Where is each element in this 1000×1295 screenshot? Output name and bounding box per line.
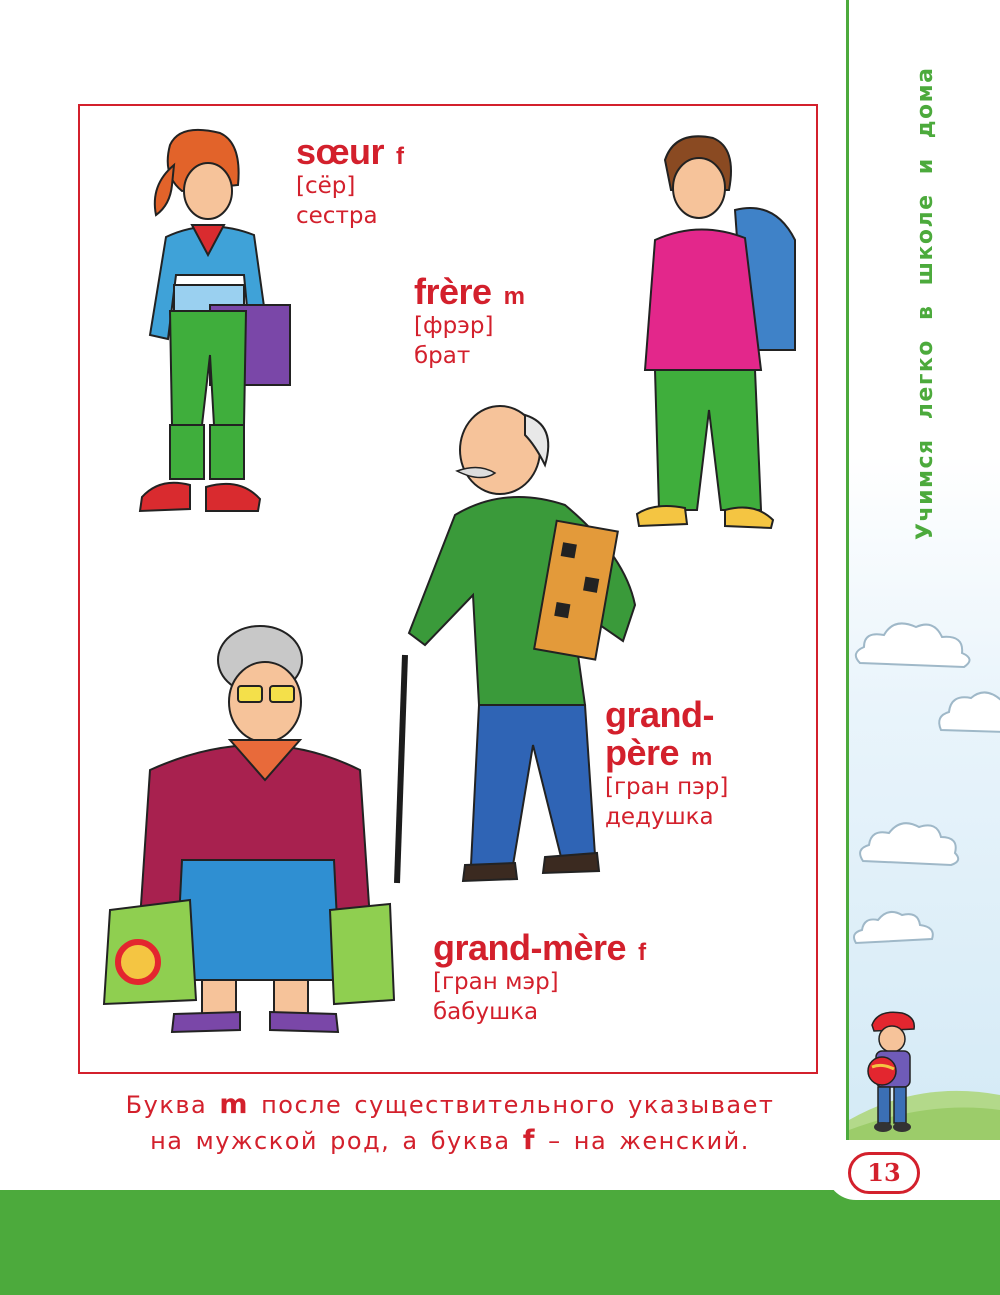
translation: бабушка	[433, 999, 539, 1025]
french-word-line2: père	[605, 732, 680, 773]
transcription: [фрэр]	[414, 313, 494, 339]
translation: дедушка	[605, 804, 714, 830]
cloud-icon	[850, 615, 980, 675]
translation: брат	[414, 343, 471, 369]
word-soeur	[296, 133, 404, 231]
sidebar-title: Учимся легко в школе и дома	[913, 66, 938, 540]
transcription: [сёр]	[296, 173, 356, 199]
page-number: 13	[848, 1152, 920, 1194]
gender-marker: m	[691, 744, 713, 771]
french-word: grand-mère	[433, 927, 627, 968]
translation: сестра	[296, 203, 378, 229]
word-grand-mere	[433, 929, 646, 1027]
grammar-note: Буква m после существительного указывает на мужской род, а буква f – на женский.	[125, 1089, 775, 1156]
gender-marker: m	[503, 283, 525, 310]
bottom-bar	[0, 1190, 1000, 1295]
gender-marker: f	[396, 143, 404, 170]
girl-illustration	[110, 125, 300, 525]
cloud-icon	[855, 815, 965, 870]
cloud-icon	[935, 680, 1000, 740]
gender-marker: f	[638, 939, 647, 966]
transcription: [гран мэр]	[433, 969, 559, 995]
boy-with-ball-icon	[858, 1005, 928, 1140]
cloud-icon	[850, 905, 940, 950]
word-frere	[414, 273, 525, 371]
french-word-line1: grand-	[605, 694, 714, 735]
word-grand-pere	[605, 696, 728, 832]
transcription: [гран пэр]	[605, 774, 729, 800]
french-word: frère	[414, 271, 492, 312]
french-word: sœur	[296, 131, 384, 172]
grandmother-illustration	[90, 620, 400, 1040]
